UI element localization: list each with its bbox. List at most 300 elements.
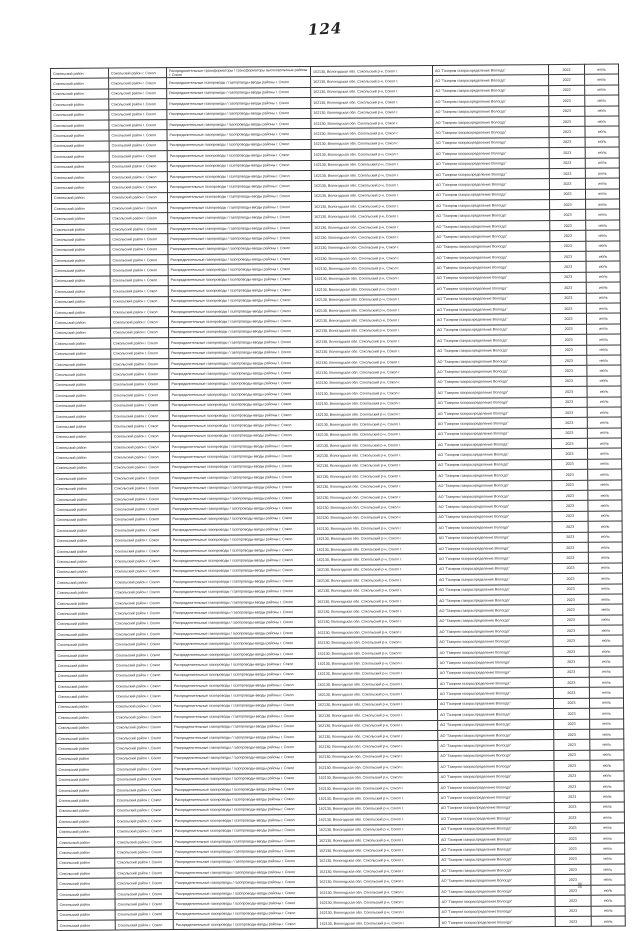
address-cell: 162130, Вологодская обл. Сокольский р-н, Сокол г. — [317, 876, 439, 887]
year-cell: 2023 — [554, 781, 590, 792]
month-cell: июль — [590, 719, 624, 730]
month-cell: июль — [587, 428, 621, 439]
address-cell: 162130, Вологодская обл. Сокольский р-н, Сокол г. — [311, 159, 433, 170]
organization-cell: АО "Газпром газораспределение Вологда" — [434, 200, 550, 211]
year-cell: 2023 — [554, 740, 590, 751]
object-description-cell: Распределительные газопроводы / газопроводы-вводы районы г. Сокол — [170, 482, 314, 494]
month-cell: июль — [588, 542, 622, 553]
locality-cell: Сокольский район г. Сокол — [110, 234, 168, 245]
year-cell: 2023 — [553, 667, 589, 678]
object-description-cell: Распределительные газопроводы / газопроводы-вводы районы г. Сокол — [168, 285, 312, 297]
district-cell: Сокольский район — [51, 172, 109, 183]
year-cell: 2023 — [551, 324, 587, 335]
object-description-cell: Распределительные газопроводы / газопроводы-вводы районы г. Сокол — [169, 368, 313, 380]
object-description-cell: Распределительные газопроводы / газопроводы-вводы районы г. Сокол — [172, 742, 316, 754]
address-cell: 162130, Вологодская обл. Сокольский р-н, Сокол г. — [314, 502, 436, 513]
organization-cell: АО "Газпром газораспределение Вологда" — [436, 574, 552, 585]
object-description-cell: Распределительные газопроводы / газопроводы-вводы районы г. Сокол — [172, 731, 316, 743]
object-description-cell: Распределительные газопроводы / газопроводы-вводы районы г. Сокол — [169, 337, 313, 349]
month-cell: июль — [585, 116, 619, 127]
month-cell: июль — [588, 532, 622, 543]
month-cell: июль — [587, 438, 621, 449]
locality-cell: Сокольский район г. Сокол — [115, 836, 173, 847]
locality-cell: Сокольский район г. Сокол — [110, 307, 168, 318]
organization-cell: АО "Газпром газораспределение Вологда" — [433, 168, 549, 179]
locality-cell: Сокольский район г. Сокол — [111, 390, 169, 401]
locality-cell: Сокольский район г. Сокол — [110, 213, 168, 224]
month-cell: июль — [590, 802, 624, 813]
district-cell: Сокольский район — [57, 868, 115, 879]
district-cell: Сокольский район — [54, 473, 112, 484]
month-cell: июль — [589, 656, 623, 667]
month-cell: июль — [589, 698, 623, 709]
year-cell: 2023 — [552, 553, 588, 564]
month-cell: июль — [587, 345, 621, 356]
organization-cell: АО "Газпром газораспределение Вологда" — [433, 127, 549, 138]
year-cell: 2023 — [554, 719, 590, 730]
locality-cell: Сокольский район г. Сокол — [114, 722, 172, 733]
month-cell: июль — [589, 615, 623, 626]
object-description-cell: Распределительные газопроводы / газопроводы-вводы районы г. Сокол — [171, 659, 315, 671]
district-cell: Сокольский район — [55, 702, 113, 713]
year-cell: 2023 — [555, 844, 591, 855]
month-cell: июль — [591, 854, 625, 865]
object-description-cell: Распределительные газопроводы / газопроводы-вводы районы г. Сокол — [168, 305, 312, 317]
locality-cell: Сокольский район г. Сокол — [113, 670, 171, 681]
year-cell: 2023 — [555, 885, 591, 896]
address-cell: 162130, Вологодская обл. Сокольский р-н, Сокол г. — [315, 689, 437, 700]
district-cell: Сокольский район — [52, 307, 110, 318]
district-cell: Сокольский район — [51, 99, 109, 110]
district-cell: Сокольский район — [56, 712, 114, 723]
locality-cell: Сокольский район г. Сокол — [111, 421, 169, 432]
address-cell: 162130, Вологодская обл. Сокольский р-н, Сокол г. — [311, 180, 433, 191]
object-description-cell: Распределительные газопроводы / газопроводы-вводы районы г. Сокол — [172, 794, 316, 806]
year-cell: 2023 — [553, 594, 589, 605]
organization-cell: АО "Газпром газораспределение Вологда" — [433, 75, 549, 86]
address-cell: 162130, Вологодская обл. Сокольский р-н, Сокол г. — [316, 741, 438, 752]
organization-cell: АО "Газпром газораспределение Вологда" — [438, 730, 554, 741]
locality-cell: Сокольский район г. Сокол — [114, 805, 172, 816]
locality-cell: Сокольский район г. Сокол — [109, 109, 167, 120]
locality-cell: Сокольский район г. Сокол — [113, 597, 171, 608]
month-cell: июль — [591, 874, 625, 885]
locality-cell: Сокольский район г. Сокол — [111, 410, 169, 421]
address-cell: 162130, Вологодская обл. Сокольский р-н, Сокол г. — [315, 606, 437, 617]
address-cell: 162130, Вологодская обл. Сокольский р-н, Сокол г. — [316, 762, 438, 773]
month-cell: июль — [587, 324, 621, 335]
month-cell: июль — [585, 168, 619, 179]
organization-cell: АО "Газпром газораспределение Вологда" — [437, 646, 553, 657]
month-cell: июль — [586, 303, 620, 314]
locality-cell: Сокольский район г. Сокол — [111, 359, 169, 370]
month-cell: июль — [586, 220, 620, 231]
year-cell: 2023 — [554, 760, 590, 771]
district-cell: Сокольский район — [53, 328, 111, 339]
locality-cell: Сокольский район г. Сокол — [112, 483, 170, 494]
organization-cell: АО "Газпром газораспределение Вологда" — [433, 117, 549, 128]
year-cell: 2023 — [553, 584, 589, 595]
object-description-cell: Распределительные газопроводы / газопроводы-вводы районы г. Сокол — [170, 492, 314, 504]
object-description-cell: Распределительные газопроводы / газопроводы-вводы районы г. Сокол — [170, 461, 314, 473]
district-cell: Сокольский район — [52, 317, 110, 328]
district-cell: Сокольский район — [53, 369, 111, 380]
year-cell: 2023 — [551, 334, 587, 345]
month-cell: июль — [589, 687, 623, 698]
district-cell: Сокольский район — [53, 349, 111, 360]
district-cell: Сокольский район — [56, 733, 114, 744]
locality-cell: Сокольский район г. Сокол — [114, 785, 172, 796]
locality-cell: Сокольский район г. Сокол — [114, 764, 172, 775]
month-cell: июль — [588, 573, 622, 584]
organization-cell: АО "Газпром газораспределение Вологда" — [435, 407, 551, 418]
month-cell: июль — [587, 386, 621, 397]
object-description-cell: Распределительные газопроводы / газопроводы-вводы районы г. Сокол — [169, 347, 313, 359]
locality-cell: Сокольский район г. Сокол — [113, 701, 171, 712]
organization-cell: АО "Газпром газораспределение Вологда" — [436, 480, 552, 491]
object-description-cell: Распределительные газопроводы / газопроводы-вводы районы г. Сокол — [167, 139, 311, 151]
district-cell: Сокольский район — [56, 806, 114, 817]
organization-cell: АО "Газпром газораспределение Вологда" — [433, 85, 549, 96]
object-description-cell: Распределительные газопроводы / газопроводы-вводы районы г. Сокол — [173, 846, 317, 858]
address-cell: 162130, Вологодская обл. Сокольский р-н, Сокол г. — [314, 460, 436, 471]
address-cell: 162130, Вологодская обл. Сокольский р-н, Сокол г. — [315, 616, 437, 627]
address-cell: 162130, Вологодская обл. Сокольский р-н, Сокол г. — [312, 242, 434, 253]
organization-cell: АО "Газпром газораспределение Вологда" — [436, 543, 552, 554]
organization-cell: АО "Газпром газораспределение Вологда" — [437, 678, 553, 689]
year-cell: 2023 — [554, 750, 590, 761]
year-cell: 2023 — [553, 636, 589, 647]
object-description-cell: Распределительные газопроводы / газопроводы-вводы районы г. Сокол — [167, 191, 311, 203]
object-description-cell: Распределительные газопроводы / газопроводы-вводы районы г. Сокол — [173, 887, 317, 899]
district-cell: Сокольский район — [56, 723, 114, 734]
object-description-cell: Распределительные газопроводы / газопроводы-вводы районы г. Сокол — [172, 763, 316, 775]
year-cell: 2023 — [550, 199, 586, 210]
address-cell: 162130, Вологодская обл. Сокольский р-н, Сокол г. — [312, 211, 434, 222]
year-cell: 2023 — [553, 625, 589, 636]
year-cell: 2023 — [554, 709, 590, 720]
organization-cell: АО "Газпром газораспределение Вологда" — [438, 823, 554, 834]
year-cell: 2023 — [550, 314, 586, 325]
year-cell: 2023 — [550, 210, 586, 221]
year-cell: 2023 — [553, 605, 589, 616]
object-description-cell: Распределительные газопроводы / газопроводы-вводы районы г. Сокол — [168, 274, 312, 286]
district-cell: Сокольский район — [54, 567, 112, 578]
month-cell: июль — [589, 677, 623, 688]
district-cell: Сокольский район — [51, 120, 109, 131]
organization-cell: АО "Газпром газораспределение Вологда" — [437, 688, 553, 699]
organization-cell: АО "Газпром газораспределение Вологда" — [439, 906, 555, 917]
year-cell: 2022 — [549, 85, 585, 96]
locality-cell: Сокольский район г. Сокол — [113, 618, 171, 629]
locality-cell: Сокольский район г. Сокол — [111, 338, 169, 349]
locality-cell: Сокольский район г. Сокол — [112, 473, 170, 484]
object-description-cell: Распределительные газопроводы / газопроводы-вводы районы г. Сокол — [169, 430, 313, 442]
organization-cell: АО "Газпром газораспределение Вологда" — [434, 293, 550, 304]
year-cell: 2023 — [554, 823, 590, 834]
year-cell: 2023 — [551, 428, 587, 439]
month-cell: июль — [586, 241, 620, 252]
year-cell: 2023 — [555, 916, 591, 927]
year-cell: 2023 — [552, 449, 588, 460]
locality-cell: Сокольский район г. Сокол — [111, 348, 169, 359]
organization-cell: АО "Газпром газораспределение Вологда" — [437, 626, 553, 637]
year-cell: 2023 — [550, 241, 586, 252]
month-cell: июль — [588, 448, 622, 459]
month-cell: июль — [588, 552, 622, 563]
year-cell: 2023 — [552, 563, 588, 574]
district-cell: Сокольский район — [51, 151, 109, 162]
year-cell: 2022 — [549, 75, 585, 86]
address-cell: 162130, Вологодская обл. Сокольский р-н, Сокол г. — [312, 284, 434, 295]
object-description-cell: Распределительные газопроводы / газопроводы-вводы районы г. Сокол — [170, 503, 314, 515]
address-cell: 162130, Вологодская обл. Сокольский р-н, Сокол г. — [314, 481, 436, 492]
organization-cell: АО "Газпром газораспределение Вологда" — [435, 376, 551, 387]
organization-cell: АО "Газпром газораспределение Вологда" — [436, 449, 552, 460]
district-cell: Сокольский район — [57, 889, 115, 900]
organization-cell: АО "Газпром газораспределение Вологда" — [439, 917, 555, 928]
organization-cell: АО "Газпром газораспределение Вологда" — [434, 272, 550, 283]
object-description-cell: Распределительные газопроводы / газопроводы-вводы районы г. Сокол — [173, 918, 317, 930]
district-cell: Сокольский район — [55, 650, 113, 661]
district-cell: Сокольский район — [57, 847, 115, 858]
month-cell: июль — [586, 293, 620, 304]
year-cell: 2023 — [552, 501, 588, 512]
month-cell: июль — [590, 791, 624, 802]
object-description-cell: Распределительные газопроводы / газопроводы-вводы районы г. Сокол — [169, 441, 313, 453]
month-cell: июль — [589, 584, 623, 595]
locality-cell: Сокольский район г. Сокол — [112, 514, 170, 525]
address-cell: 162130, Вологодская обл. Сокольский р-н, Сокол г. — [316, 730, 438, 741]
organization-cell: АО "Газпром газораспределение Вологда" — [436, 501, 552, 512]
address-cell: 162130, Вологодская обл. Сокольский р-н, Сокол г. — [313, 377, 435, 388]
organization-cell: АО "Газпром газораспределение Вологда" — [437, 636, 553, 647]
object-description-cell: Распределительные газопроводы / газопроводы-вводы районы г. Сокол — [170, 555, 314, 567]
object-description-cell: Распределительные газопроводы / газопроводы-вводы районы г. Сокол — [171, 617, 315, 629]
month-cell: июль — [591, 885, 625, 896]
year-cell: 2023 — [550, 282, 586, 293]
locality-cell: Сокольский район г. Сокол — [112, 535, 170, 546]
address-cell: 162130, Вологодская обл. Сокольский р-н, Сокол г. — [312, 294, 434, 305]
address-cell: 162130, Вологодская обл. Сокольский р-н, Сокол г. — [314, 575, 436, 586]
organization-cell: АО "Газпром газораспределение Вологда" — [434, 262, 550, 273]
footer-mark: ll — [578, 882, 582, 890]
address-cell: 162130, Вологодская обл. Сокольский р-н, Сокол г. — [315, 679, 437, 690]
organization-cell: АО "Газпром газораспределение Вологда" — [435, 366, 551, 377]
address-cell: 162130, Вологодская обл. Сокольский р-н, Сокол г. — [311, 76, 433, 87]
locality-cell: Сокольский район г. Сокол — [115, 878, 173, 889]
year-cell: 2023 — [555, 854, 591, 865]
address-cell: 162130, Вологодская обл. Сокольский р-н, Сокол г. — [316, 803, 438, 814]
locality-cell: Сокольский район г. Сокол — [109, 182, 167, 193]
district-cell: Сокольский район — [53, 359, 111, 370]
locality-cell: Сокольский район г. Сокол — [112, 556, 170, 567]
organization-cell: АО "Газпром газораспределение Вологда" — [439, 896, 555, 907]
district-cell: Сокольский район — [52, 214, 110, 225]
address-cell: 162130, Вологодская обл. Сокольский р-н, Сокол г. — [311, 169, 433, 180]
object-description-cell: Распределительные газопроводы / газопроводы-вводы районы г. Сокол — [172, 783, 316, 795]
month-cell: июль — [591, 916, 625, 927]
district-cell: Сокольский район — [52, 255, 110, 266]
organization-cell: АО "Газпром газораспределение Вологда" — [439, 865, 555, 876]
district-cell: Сокольский район — [57, 858, 115, 869]
address-cell: 162130, Вологодская обл. Сокольский р-н, Сокол г. — [313, 356, 435, 367]
year-cell: 2023 — [552, 480, 588, 491]
district-cell: Сокольский район — [52, 245, 110, 256]
address-cell: 162130, Вологодская обл. Сокольский р-н, Сокол г. — [313, 429, 435, 440]
organization-cell: АО "Газпром газораспределение Вологда" — [433, 148, 549, 159]
object-description-cell: Распределительные газопроводы / газопроводы-вводы районы г. Сокол — [167, 87, 311, 99]
organization-cell: АО "Газпром газораспределение Вологда" — [437, 657, 553, 668]
district-cell: Сокольский район — [53, 390, 111, 401]
month-cell: июль — [588, 469, 622, 480]
address-cell: 162130, Вологодская обл. Сокольский р-н, Сокол г. — [317, 886, 439, 897]
district-cell: Сокольский район — [51, 89, 109, 100]
organization-cell: АО "Газпром газораспределение Вологда" — [432, 65, 548, 76]
address-cell: 162130, Вологодская обл. Сокольский р-н, Сокол г. — [316, 814, 438, 825]
locality-cell: Сокольский район г. Сокол — [113, 639, 171, 650]
object-description-cell: Распределительные газопроводы / газопроводы-вводы районы г. Сокол — [169, 420, 313, 432]
district-cell: Сокольский район — [52, 203, 110, 214]
district-cell: Сокольский район — [51, 162, 109, 173]
object-description-cell: Распределительные газопроводы / газопроводы-вводы районы г. Сокол — [167, 118, 311, 130]
organization-cell: АО "Газпром газораспределение Вологда" — [433, 189, 549, 200]
locality-cell: Сокольский район г. Сокол — [113, 649, 171, 660]
month-cell: июль — [587, 417, 621, 428]
locality-cell: Сокольский район г. Сокол — [109, 140, 167, 151]
object-description-cell: Распределительные газопроводы / газопроводы-вводы районы г. Сокол — [168, 295, 312, 307]
month-cell: июль — [588, 500, 622, 511]
district-cell: Сокольский район — [54, 536, 112, 547]
year-cell: 2023 — [549, 168, 585, 179]
object-description-cell: Распределительные газопроводы / газопроводы-вводы районы г. Сокол — [170, 576, 314, 588]
object-description-cell: Распределительные газопроводы / газопроводы-вводы районы г. Сокол — [167, 181, 311, 193]
locality-cell: Сокольский район г. Сокол — [111, 369, 169, 380]
year-cell: 2023 — [550, 303, 586, 314]
object-description-cell: Распределительные газопроводы / газопроводы-вводы районы г. Сокол — [172, 804, 316, 816]
year-cell: 2023 — [551, 345, 587, 356]
address-cell: 162130, Вологодская обл. Сокольский р-н, Сокол г. — [316, 720, 438, 731]
organization-cell: АО "Газпром газораспределение Вологда" — [434, 283, 550, 294]
locality-cell: Сокольский район г. Сокол — [110, 296, 168, 307]
month-cell: июль — [586, 282, 620, 293]
object-description-cell: Распределительные газопроводы / газопроводы-вводы районы г. Сокол — [171, 628, 315, 640]
locality-cell: Сокольский район г. Сокол — [114, 795, 172, 806]
month-cell: июль — [590, 823, 624, 834]
month-cell: июль — [591, 895, 625, 906]
object-description-cell: Распределительные газопроводы / газопроводы-вводы районы г. Сокол — [167, 98, 311, 110]
year-cell: 2023 — [549, 189, 585, 200]
locality-cell: Сокольский район г. Сокол — [115, 909, 173, 920]
object-description-cell: Распределительные газопроводы / газопроводы-вводы районы г. Сокол — [173, 867, 317, 879]
address-cell: 162130, Вологодская обл. Сокольский р-н, Сокол г. — [312, 304, 434, 315]
organization-cell: АО "Газпром газораспределение Вологда" — [438, 709, 554, 720]
district-cell: Сокольский район — [51, 130, 109, 141]
locality-cell: Сокольский район г. Сокол — [112, 462, 170, 473]
month-cell: июль — [585, 137, 619, 148]
address-cell: 162130, Вологодская обл. Сокольский р-н, Сокол г. — [316, 751, 438, 762]
year-cell: 2023 — [550, 231, 586, 242]
year-cell: 2023 — [555, 864, 591, 875]
locality-cell: Сокольский район г. Сокол — [113, 608, 171, 619]
object-description-cell: Распределительные газопроводы / газопроводы-вводы районы г. Сокол — [172, 752, 316, 764]
address-cell: 162130, Вологодская обл. Сокольский р-н, Сокол г. — [312, 253, 434, 264]
month-cell: июль — [586, 209, 620, 220]
address-cell: 162130, Вологодская обл. Сокольский р-н, Сокол г. — [312, 263, 434, 274]
locality-cell: Сокольский район г. Сокол — [115, 857, 173, 868]
district-cell: Сокольский район — [55, 681, 113, 692]
address-cell: 162130, Вологодская обл. Сокольский р-н, Сокол г. — [313, 419, 435, 430]
organization-cell: АО "Газпром газораспределение Вологда" — [434, 304, 550, 315]
organization-cell: АО "Газпром газораспределение Вологда" — [439, 833, 555, 844]
month-cell: июль — [589, 667, 623, 678]
object-description-cell: Распределительные газопроводы / газопроводы-вводы районы г. Сокол — [170, 565, 314, 577]
locality-cell: Сокольский район г. Сокол — [110, 275, 168, 286]
locality-cell: Сокольский район г. Сокол — [113, 691, 171, 702]
organization-cell: АО "Газпром газораспределение Вологда" — [435, 418, 551, 429]
locality-cell: Сокольский район г. Сокол — [115, 868, 173, 879]
locality-cell: Сокольский район г. Сокол — [110, 265, 168, 276]
address-cell: 162130, Вологодская обл. Сокольский р-н, Сокол г. — [314, 564, 436, 575]
organization-cell: АО "Газпром газораспределение Вологда" — [433, 96, 549, 107]
organization-cell: АО "Газпром газораспределение Вологда" — [433, 158, 549, 169]
locality-cell: Сокольский район г. Сокол — [110, 244, 168, 255]
address-cell: 162130, Вологодская обл. Сокольский р-н, Сокол г. — [312, 201, 434, 212]
locality-cell: Сокольский район г. Сокол — [111, 400, 169, 411]
month-cell: июль — [585, 85, 619, 96]
object-description-cell: Распределительные газопроводы / газопроводы-вводы районы г. Сокол — [169, 389, 313, 401]
organization-cell: АО "Газпром газораспределение Вологда" — [438, 719, 554, 730]
object-description-cell: Распределительные газопроводы / газопроводы-вводы районы г. Сокол — [173, 908, 317, 920]
district-cell: Сокольский район — [52, 276, 110, 287]
locality-cell: Сокольский район г. Сокол — [113, 577, 171, 588]
organization-cell: АО "Газпром газораспределение Вологда" — [436, 491, 552, 502]
organization-cell: АО "Газпром газораспределение Вологда" — [437, 605, 553, 616]
organization-cell: АО "Газпром газораспределение Вологда" — [434, 252, 550, 263]
address-cell: 162130, Вологодская обл. Сокольский р-н, Сокол г. — [311, 86, 433, 97]
district-cell: Сокольский район — [55, 619, 113, 630]
year-cell: 2023 — [549, 127, 585, 138]
page-number: 124 — [307, 19, 343, 39]
year-cell: 2023 — [553, 698, 589, 709]
locality-cell: Сокольский район г. Сокол — [111, 442, 169, 453]
district-cell: Сокольский район — [56, 775, 114, 786]
address-cell: 162130, Вологодская обл. Сокольский р-н, Сокол г. — [313, 388, 435, 399]
year-cell: 2023 — [552, 511, 588, 522]
district-cell: Сокольский район — [57, 878, 115, 889]
address-cell: 162130, Вологодская обл. Сокольский р-н, Сокол г. — [312, 221, 434, 232]
year-cell: 2023 — [551, 397, 587, 408]
address-cell: 162130, Вологодская обл. Сокольский р-н, Сокол г. — [316, 824, 438, 835]
organization-cell: АО "Газпром газораспределение Вологда" — [435, 387, 551, 398]
year-cell: 2023 — [554, 771, 590, 782]
organization-cell: АО "Газпром газораспределение Вологда" — [438, 813, 554, 824]
object-description-cell: Распределительные газопроводы / газопроводы-вводы районы г. Сокол — [172, 721, 316, 733]
address-cell: 162130, Вологодская обл. Сокольский р-н, Сокол г. — [313, 325, 435, 336]
object-description-cell: Распределительные газопроводы / газопроводы-вводы районы г. Сокол — [170, 513, 314, 525]
object-description-cell: Распределительные газопроводы / газопроводы-вводы районы г. Сокол — [171, 669, 315, 681]
organization-cell: АО "Газпром газораспределение Вологда" — [435, 397, 551, 408]
object-description-cell: Распределительные газопроводы / газопроводы-вводы районы г. Сокол — [167, 150, 311, 162]
locality-cell: Сокольский район г. Сокол — [114, 826, 172, 837]
organization-cell: АО "Газпром газораспределение Вологда" — [438, 761, 554, 772]
district-cell: Сокольский район — [53, 442, 111, 453]
locality-cell: Сокольский район г. Сокол — [115, 920, 173, 931]
year-cell: 2023 — [552, 573, 588, 584]
object-description-cell: Распределительные газопроводы / газопроводы-вводы районы г. Сокол — [169, 409, 313, 421]
object-description-cell: Распределительные газопроводы / газопроводы-вводы районы г. Сокол — [171, 638, 315, 650]
locality-cell: Сокольский район г. Сокол — [109, 130, 167, 141]
